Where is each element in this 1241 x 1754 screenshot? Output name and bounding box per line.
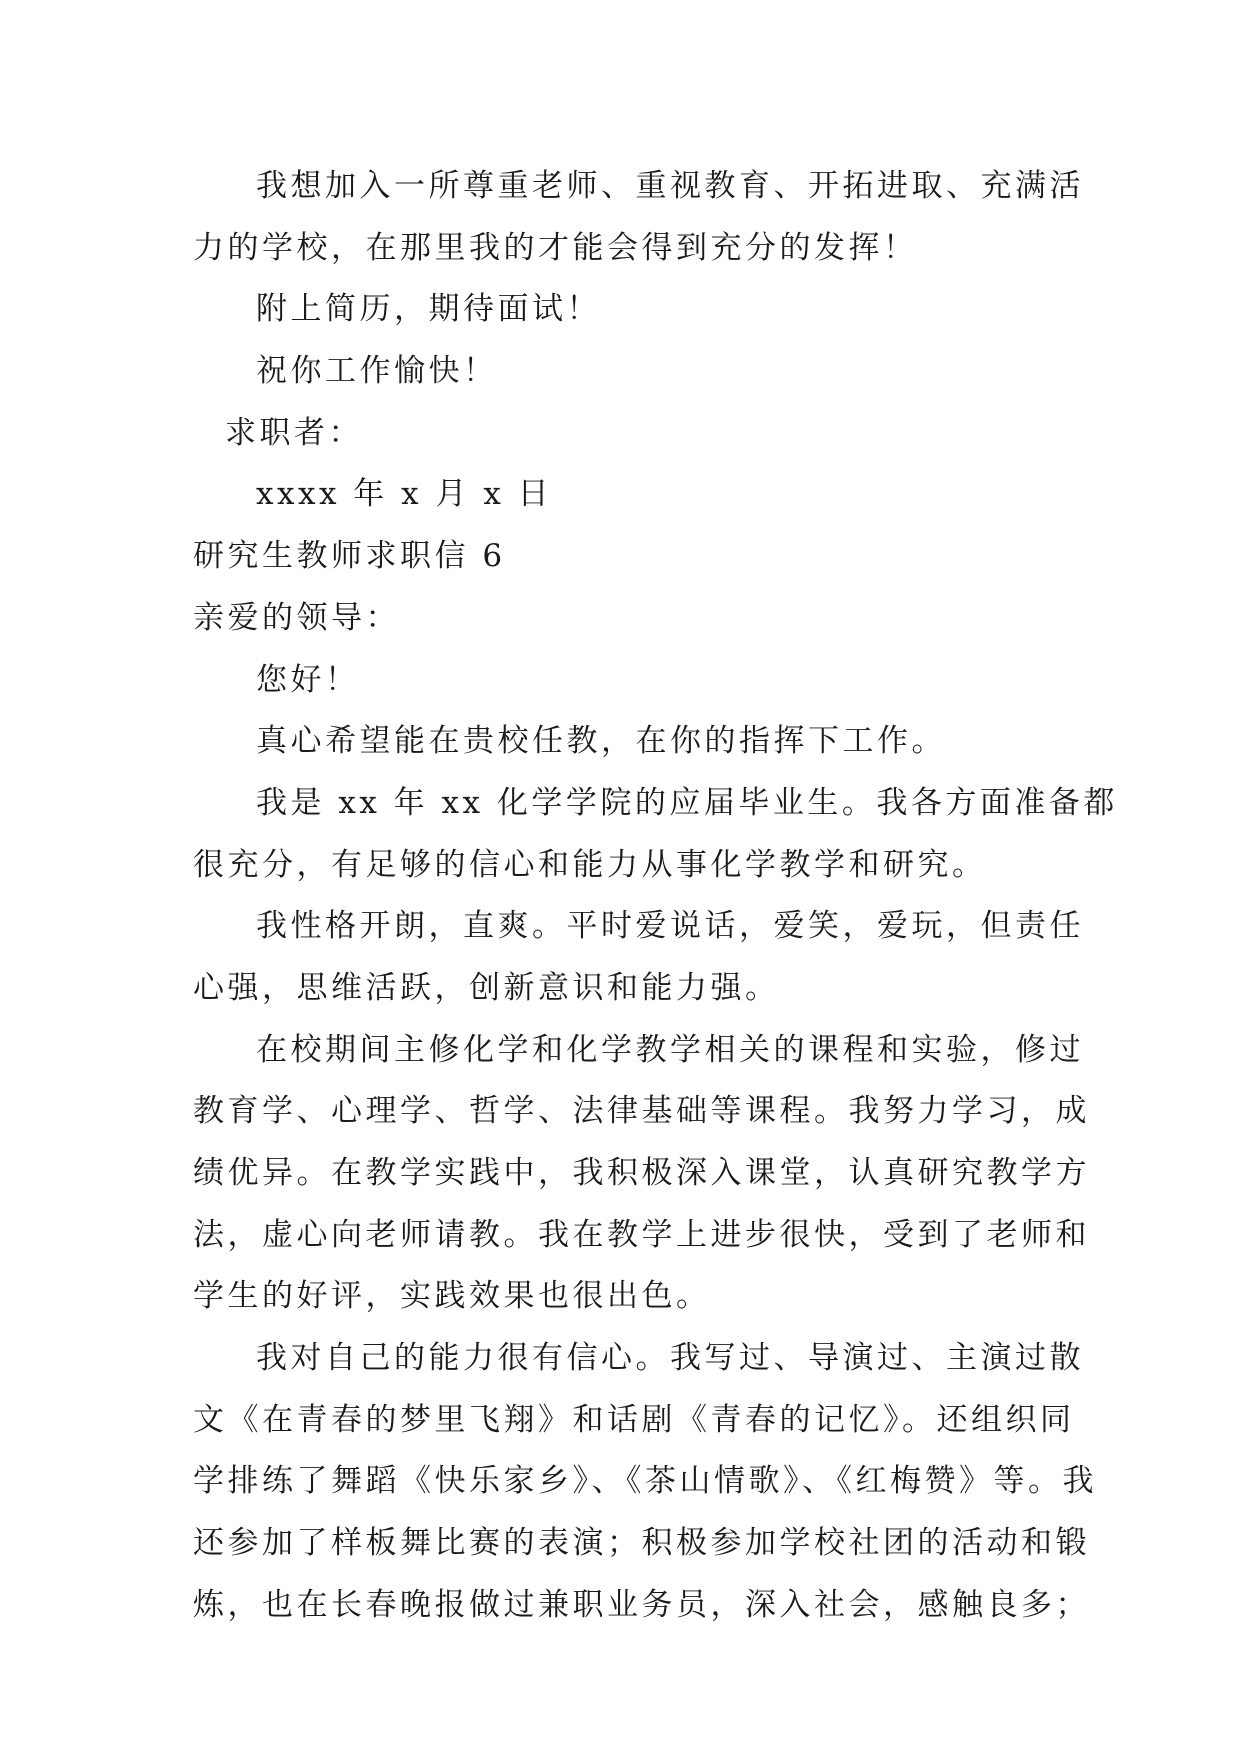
- text-line: 法，虚心向老师请教。我在教学上进步很快，受到了老师和: [193, 1216, 1090, 1253]
- text-line: 学生的好评，实践效果也很出色。: [193, 1278, 711, 1315]
- text-line: 附上简历，期待面试！: [256, 291, 601, 328]
- text-line: 我想加入一所尊重老师、重视教育、开拓进取、充满活: [256, 168, 1084, 204]
- text-line: 力的学校，在那里我的才能会得到充分的发挥！: [193, 229, 918, 266]
- text-line: 教育学、心理学、哲学、法律基础等课程。我努力学习，成: [193, 1093, 1090, 1130]
- text-line: 文《在青春的梦里飞翔》和话剧《青春的记忆》。还组织同: [193, 1401, 1075, 1438]
- text-line: 研究生教师求职信 6: [193, 538, 506, 575]
- text-line: 很充分，有足够的信心和能力从事化学教学和研究。: [193, 846, 987, 883]
- text-line: 还参加了样板舞比赛的表演；积极参加学校社团的活动和锻: [193, 1525, 1090, 1562]
- text-line: 学排练了舞蹈《快乐家乡》、《茶山情歌》、《红梅赞》等。我: [193, 1463, 1097, 1500]
- text-line: 炼，也在长春晚报做过兼职业务员，深入社会，感触良多；: [193, 1586, 1090, 1623]
- text-line: 我是 xx 年 xx 化学学院的应届毕业生。我各方面准备都: [256, 784, 1118, 821]
- text-line: xxxx 年 x 月 x 日: [256, 476, 553, 513]
- text-line: 求职者：: [225, 414, 363, 451]
- text-line: 亲爱的领导：: [193, 599, 400, 636]
- text-line: 我对自己的能力很有信心。我写过、导演过、主演过散: [256, 1340, 1084, 1377]
- text-line: 祝你工作愉快！: [256, 353, 498, 390]
- text-line: 您好！: [256, 661, 360, 698]
- text-line: 在校期间主修化学和化学教学相关的课程和实验，修过: [256, 1031, 1084, 1068]
- text-line: 我性格开朗，直爽。平时爱说话，爱笑，爱玩，但责任: [256, 908, 1084, 945]
- text-line: 心强，思维活跃，创新意识和能力强。: [193, 969, 780, 1006]
- letter-body: [193, 156, 1118, 1637]
- text-line: 绩优异。在教学实践中，我积极深入课堂，认真研究教学方: [193, 1155, 1090, 1191]
- text-line: 真心希望能在贵校任教，在你的指挥下工作。: [256, 723, 946, 760]
